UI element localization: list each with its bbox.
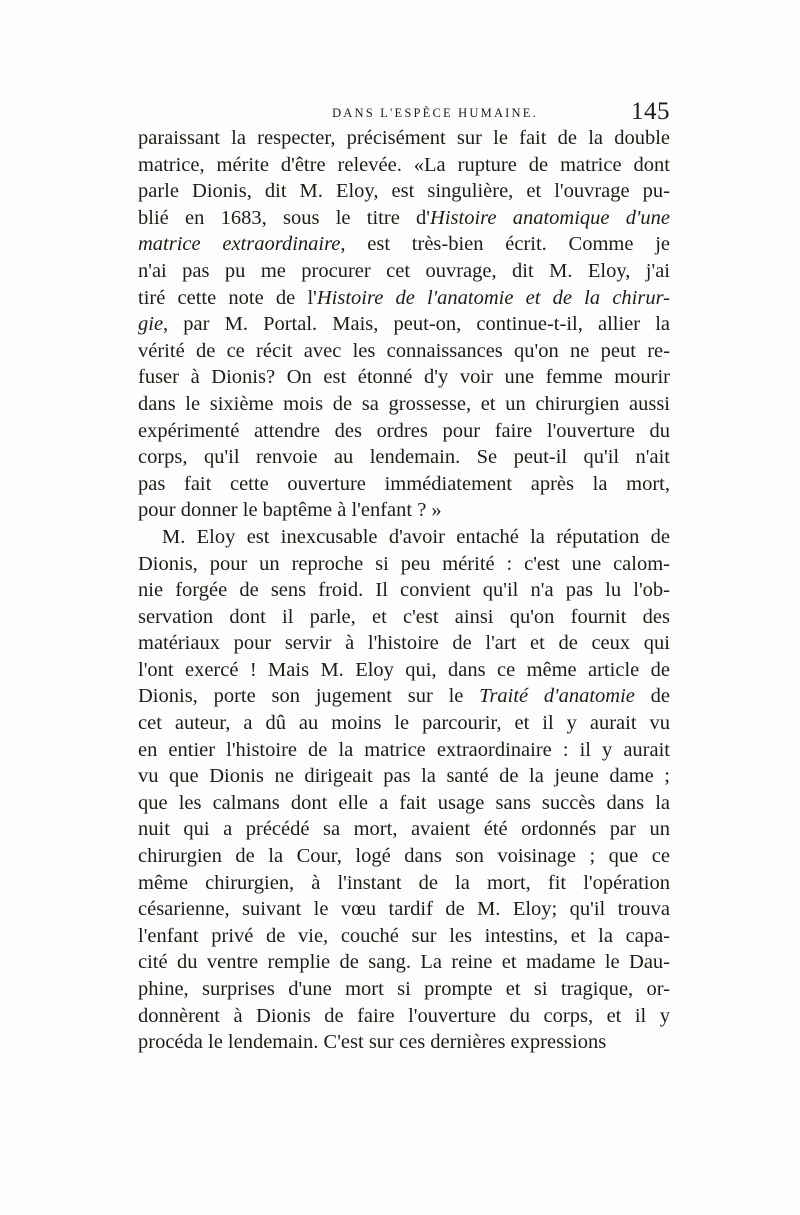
text-segment: vérité de ce récit avec les connaissances qu'on ne peut re-	[138, 339, 670, 362]
text-line	[138, 577, 670, 604]
text-segment: , par M. Portal. Mais, peut-on, continue-t-il, allier la	[163, 313, 670, 336]
text-segment: cet auteur, a dû au moins le parcourir, et il y aurait vu	[138, 712, 670, 735]
text-segment: Dionis, porte son jugement sur le	[138, 685, 480, 708]
text-line	[138, 178, 670, 205]
text-segment: vu que Dionis ne dirigeait pas la santé de la jeune dame ;	[138, 765, 670, 788]
text-line	[138, 497, 670, 524]
running-head	[140, 98, 670, 128]
text-segment: Histoire anatomique d'une	[430, 206, 671, 229]
text-segment: procéda le lendemain. C'est sur ces dernières expressions	[138, 1031, 607, 1054]
text-line	[138, 710, 670, 737]
text-line	[138, 816, 670, 843]
text-segment: que les calmans dont elle a fait usage sans succès dans la	[138, 791, 670, 814]
text-line	[138, 338, 670, 365]
text-segment: matériaux pour servir à l'histoire de l'art et de ceux qui	[138, 632, 670, 655]
text-segment: l'ont exercé ! Mais M. Eloy qui, dans ce même article de	[138, 658, 670, 681]
text-segment: cité du ventre remplie de sang. La reine et madame le Dau-	[138, 951, 670, 974]
text-segment: même chirurgien, à l'instant de la mort, fit l'opération	[138, 871, 670, 894]
text-line	[138, 524, 670, 551]
body-text	[138, 125, 670, 1056]
text-segment: Dionis, pour un reproche si peu mérité : c'est une calom-	[138, 552, 670, 575]
running-title: DANS L'ESPÈCE HUMAINE.	[332, 106, 538, 120]
text-line	[138, 258, 670, 285]
text-line	[138, 231, 670, 258]
text-segment: donnèrent à Dionis de faire l'ouverture du corps, et il y	[138, 1004, 670, 1027]
text-segment: n'ai pas pu me procurer cet ouvrage, dit M. Eloy, j'ai	[138, 259, 670, 282]
page-number: 145	[631, 98, 670, 125]
text-segment: phine, surprises d'une mort si prompte et si tragique, or-	[138, 978, 670, 1000]
text-line	[138, 604, 670, 631]
text-segment: nie forgée de sens froid. Il convient qu'il n'a pas lu l'ob-	[138, 579, 670, 602]
text-segment: tiré cette note de l'	[138, 286, 317, 309]
text-segment: nuit qui a précédé sa mort, avaient été ordonnés par un	[138, 818, 670, 841]
text-line	[138, 1003, 670, 1030]
text-line	[138, 790, 670, 817]
text-segment: parle Dionis, dit M. Eloy, est singulière, et l'ouvrage pu-	[138, 180, 670, 203]
text-segment: chirurgien de la Cour, logé dans son voisinage ; que ce	[138, 845, 670, 868]
text-segment: Histoire de l'anatomie et de la chirur-	[316, 286, 670, 309]
text-line	[138, 737, 670, 764]
text-segment: dans le sixième mois de sa grossesse, et un chirurgien aussi	[138, 392, 670, 415]
text-line	[138, 391, 670, 418]
text-line	[138, 364, 670, 391]
text-segment: pour donner le baptême à l'enfant ? »	[138, 499, 442, 522]
text-line	[138, 1029, 670, 1056]
text-line	[138, 976, 670, 1003]
text-line	[138, 418, 670, 445]
text-line	[138, 870, 670, 897]
text-segment: paraissant la respecter, précisément sur le fait de la double	[138, 127, 670, 149]
text-segment: corps, qu'il renvoie au lendemain. Se peut-il qu'il n'ait	[138, 446, 670, 469]
text-line	[138, 311, 670, 338]
text-line	[138, 551, 670, 578]
text-segment: , est très-bien écrit. Comme je	[340, 233, 670, 256]
text-line	[138, 205, 670, 232]
text-segment: de	[634, 685, 670, 708]
text-line	[138, 949, 670, 976]
text-line	[138, 763, 670, 790]
text-line	[138, 683, 670, 710]
text-segment: Traité d'anatomie	[479, 685, 635, 708]
text-line	[138, 125, 670, 152]
text-line	[138, 471, 670, 498]
text-segment: en entier l'histoire de la matrice extraordinaire : il y aurait	[138, 738, 670, 761]
text-segment: servation dont il parle, et c'est ainsi qu'on fournit des	[138, 605, 670, 628]
text-line	[138, 152, 670, 179]
text-line	[138, 444, 670, 471]
text-line	[138, 657, 670, 684]
text-segment: pas fait cette ouverture immédiatement après la mort,	[138, 472, 670, 495]
text-segment: blié en 1683, sous le titre d'	[138, 206, 431, 229]
text-line	[138, 843, 670, 870]
text-line	[138, 285, 670, 312]
text-segment: M. Eloy est inexcusable d'avoir entaché la réputation de	[162, 525, 670, 548]
text-segment: fuser à Dionis? On est étonné d'y voir une femme mourir	[138, 366, 670, 389]
text-segment: l'enfant privé de vie, couché sur les intestins, et la capa-	[138, 924, 670, 947]
text-segment: expérimenté attendre des ordres pour faire l'ouverture du	[138, 419, 670, 442]
text-line	[138, 923, 670, 950]
text-segment: gie	[138, 313, 164, 336]
text-segment: matrice extraordinaire	[138, 233, 341, 256]
text-line	[138, 630, 670, 657]
text-line	[138, 896, 670, 923]
text-segment: matrice, mérite d'être relevée. «La rupture de matrice dont	[138, 153, 670, 176]
text-segment: césarienne, suivant le vœu tardif de M. Eloy; qu'il trouva	[138, 898, 670, 921]
